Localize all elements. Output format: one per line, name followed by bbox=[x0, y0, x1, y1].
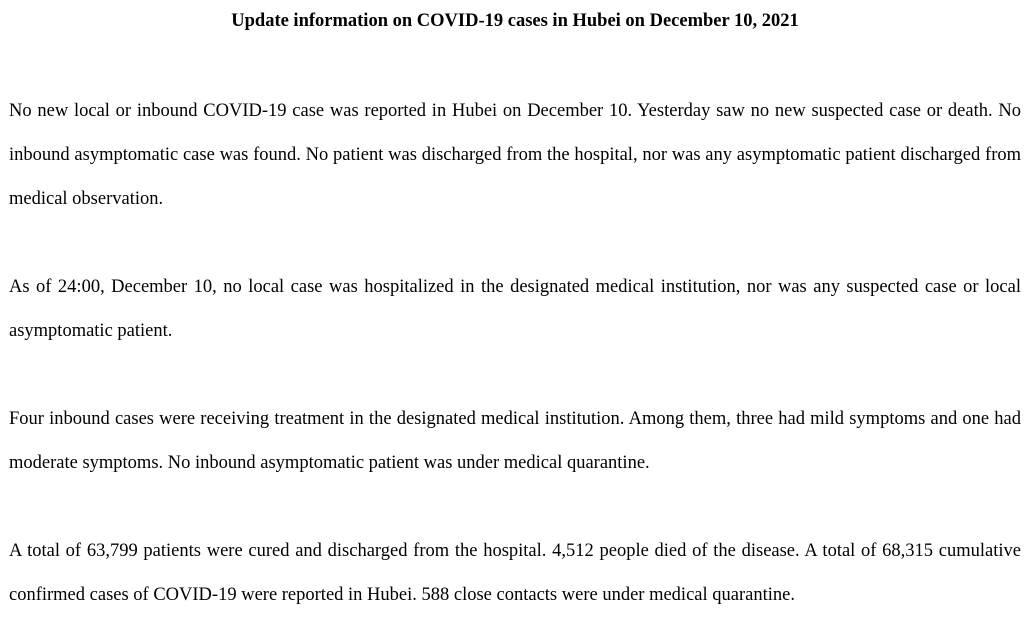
paragraph-cumulative-totals: A total of 63,799 patients were cured and discharged from the hospital. 4,512 people died of the disease. A total of 68,315 cumulative confirmed cases of COVID-19 were reported in Hubei. 588 close contacts were under medical quarantine. bbox=[9, 541, 1021, 605]
document-title: Update information on COVID-19 cases in Hubei on December 10, 2021 bbox=[231, 11, 799, 31]
paragraph-hospitalized-status: As of 24:00, December 10, no local case was hospitalized in the designated medical institution, nor was any suspected case or local asymptomatic patient. bbox=[9, 277, 1021, 341]
paragraph-inbound-treatment: Four inbound cases were receiving treatment in the designated medical institution. Among them, three had mild symptoms and one had moderate symptoms. No inbound asymptomatic patient was under medical quarantine. bbox=[9, 409, 1021, 473]
paragraph-new-cases: No new local or inbound COVID-19 case was reported in Hubei on December 10. Yesterday saw no new suspected case or death. No inbound asymptomatic case was found. No patient was discharged from the hospital, nor was any asymptomatic patient discharged from medical observation. bbox=[9, 101, 1021, 209]
